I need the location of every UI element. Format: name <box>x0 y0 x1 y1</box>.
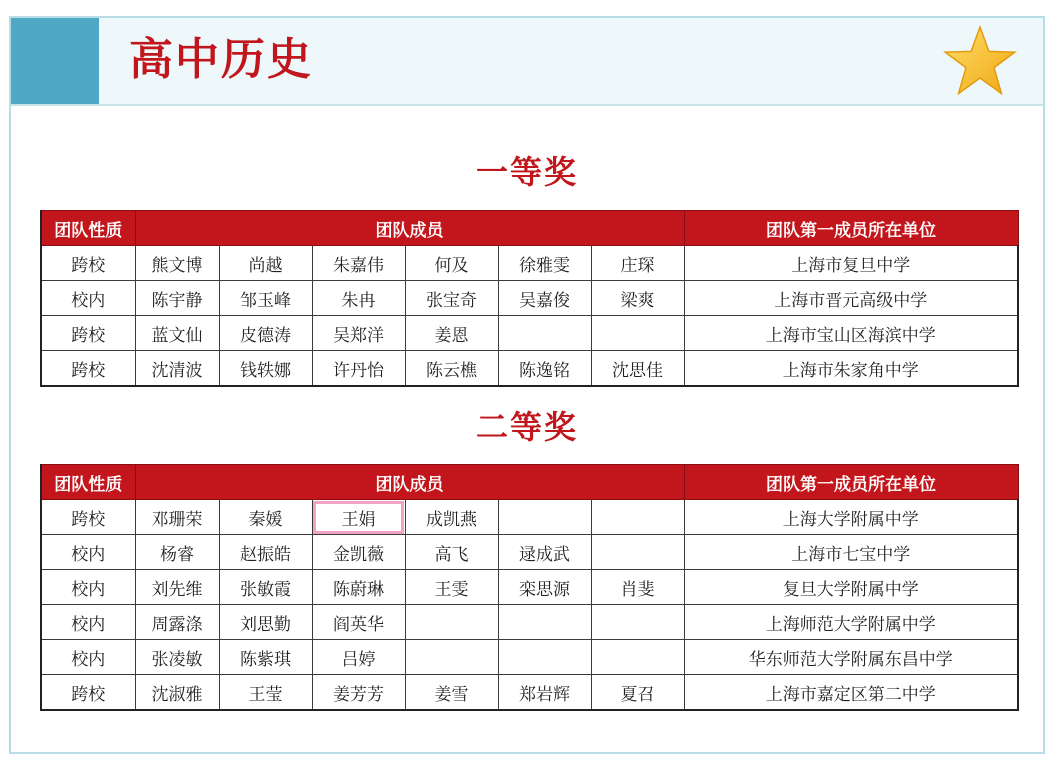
member-cell <box>498 316 591 351</box>
member-cell: 成凯燕 <box>405 500 498 535</box>
first-prize-title: 一等奖 <box>475 153 578 191</box>
member-cell: 陈云樵 <box>405 351 498 387</box>
table-row <box>41 535 1018 570</box>
member-cell: 杨睿 <box>135 535 219 570</box>
column-header-type: 团队性质 <box>41 465 135 500</box>
member-cell: 姜雪 <box>405 675 498 711</box>
header-accent-block <box>11 18 99 104</box>
member-cell: 赵振皓 <box>219 535 312 570</box>
member-cell: 钱轶娜 <box>219 351 312 387</box>
member-cell: 沈淑雅 <box>135 675 219 711</box>
member-cell: 陈紫琪 <box>219 640 312 675</box>
member-cell: 逯成武 <box>498 535 591 570</box>
team-type-cell: 校内 <box>41 605 135 640</box>
member-cell: 沈思佳 <box>591 351 684 387</box>
member-cell <box>591 605 684 640</box>
team-type-cell: 跨校 <box>41 500 135 535</box>
table-row <box>41 675 1018 711</box>
team-type-cell: 跨校 <box>41 351 135 387</box>
column-header-members: 团队成员 <box>135 465 684 500</box>
member-cell: 王莹 <box>219 675 312 711</box>
member-cell: 刘思勤 <box>219 605 312 640</box>
member-cell: 陈逸铭 <box>498 351 591 387</box>
table-row <box>41 570 1018 605</box>
member-cell: 高飞 <box>405 535 498 570</box>
table-row <box>41 316 1018 351</box>
member-cell: 栾思源 <box>498 570 591 605</box>
member-cell: 蓝文仙 <box>135 316 219 351</box>
member-cell: 姜恩 <box>405 316 498 351</box>
column-header-type: 团队性质 <box>41 211 135 246</box>
member-cell: 尚越 <box>219 246 312 281</box>
unit-cell: 上海市嘉定区第二中学 <box>684 675 1018 711</box>
table-header-row <box>41 465 1018 500</box>
member-cell: 沈清波 <box>135 351 219 387</box>
member-cell <box>591 640 684 675</box>
page-title: 高中历史 <box>129 34 313 85</box>
second-prize-title: 二等奖 <box>475 408 578 446</box>
table-row <box>41 246 1018 281</box>
first-prize-table <box>40 210 1019 387</box>
team-type-cell: 校内 <box>41 570 135 605</box>
team-type-cell: 跨校 <box>41 675 135 711</box>
table-row <box>41 500 1018 535</box>
member-cell: 秦媛 <box>219 500 312 535</box>
member-cell: 王雯 <box>405 570 498 605</box>
team-type-cell: 校内 <box>41 535 135 570</box>
member-cell <box>591 316 684 351</box>
unit-cell: 上海市朱家角中学 <box>684 351 1018 387</box>
unit-cell: 上海师范大学附属中学 <box>684 605 1018 640</box>
member-cell <box>405 640 498 675</box>
column-header-members: 团队成员 <box>135 211 684 246</box>
team-type-cell: 校内 <box>41 640 135 675</box>
member-cell: 皮德涛 <box>219 316 312 351</box>
column-header-unit: 团队第一成员所在单位 <box>684 211 1018 246</box>
team-type-cell: 跨校 <box>41 316 135 351</box>
member-cell: 许丹怡 <box>312 351 405 387</box>
member-cell: 王娟 <box>312 500 405 535</box>
unit-cell: 上海市七宝中学 <box>684 535 1018 570</box>
member-cell: 吴嘉俊 <box>498 281 591 316</box>
member-cell: 夏召 <box>591 675 684 711</box>
member-cell <box>498 640 591 675</box>
member-cell: 庄琛 <box>591 246 684 281</box>
member-cell: 刘先维 <box>135 570 219 605</box>
member-cell <box>405 605 498 640</box>
unit-cell: 上海市宝山区海滨中学 <box>684 316 1018 351</box>
member-cell: 邓珊荣 <box>135 500 219 535</box>
member-cell <box>591 535 684 570</box>
member-cell: 陈蔚琳 <box>312 570 405 605</box>
member-cell: 朱冉 <box>312 281 405 316</box>
unit-cell: 复旦大学附属中学 <box>684 570 1018 605</box>
table-row <box>41 605 1018 640</box>
unit-cell: 上海市复旦中学 <box>684 246 1018 281</box>
member-cell <box>591 500 684 535</box>
member-cell: 金凯薇 <box>312 535 405 570</box>
team-type-cell: 校内 <box>41 281 135 316</box>
member-cell: 吕婷 <box>312 640 405 675</box>
member-cell: 张敏霞 <box>219 570 312 605</box>
member-cell: 陈宇静 <box>135 281 219 316</box>
table-row <box>41 281 1018 316</box>
member-cell: 张宝奇 <box>405 281 498 316</box>
unit-cell: 上海市晋元高级中学 <box>684 281 1018 316</box>
member-cell: 徐雅雯 <box>498 246 591 281</box>
column-header-unit: 团队第一成员所在单位 <box>684 465 1018 500</box>
member-cell: 朱嘉伟 <box>312 246 405 281</box>
table-header-row <box>41 211 1018 246</box>
member-cell: 邹玉峰 <box>219 281 312 316</box>
member-cell: 阎英华 <box>312 605 405 640</box>
member-cell: 吴郑洋 <box>312 316 405 351</box>
member-cell: 熊文博 <box>135 246 219 281</box>
member-cell: 肖斐 <box>591 570 684 605</box>
table-row <box>41 640 1018 675</box>
unit-cell: 华东师范大学附属东昌中学 <box>684 640 1018 675</box>
member-cell: 姜芳芳 <box>312 675 405 711</box>
member-cell: 张凌敏 <box>135 640 219 675</box>
table-row <box>41 351 1018 387</box>
star-icon <box>943 24 1017 98</box>
member-cell: 周露涤 <box>135 605 219 640</box>
page-frame <box>9 16 1045 754</box>
member-cell <box>498 605 591 640</box>
member-cell <box>498 500 591 535</box>
header-banner <box>11 18 1043 106</box>
second-prize-table <box>40 464 1019 711</box>
member-cell: 郑岩辉 <box>498 675 591 711</box>
member-cell: 何及 <box>405 246 498 281</box>
unit-cell: 上海大学附属中学 <box>684 500 1018 535</box>
member-cell: 梁爽 <box>591 281 684 316</box>
team-type-cell: 跨校 <box>41 246 135 281</box>
